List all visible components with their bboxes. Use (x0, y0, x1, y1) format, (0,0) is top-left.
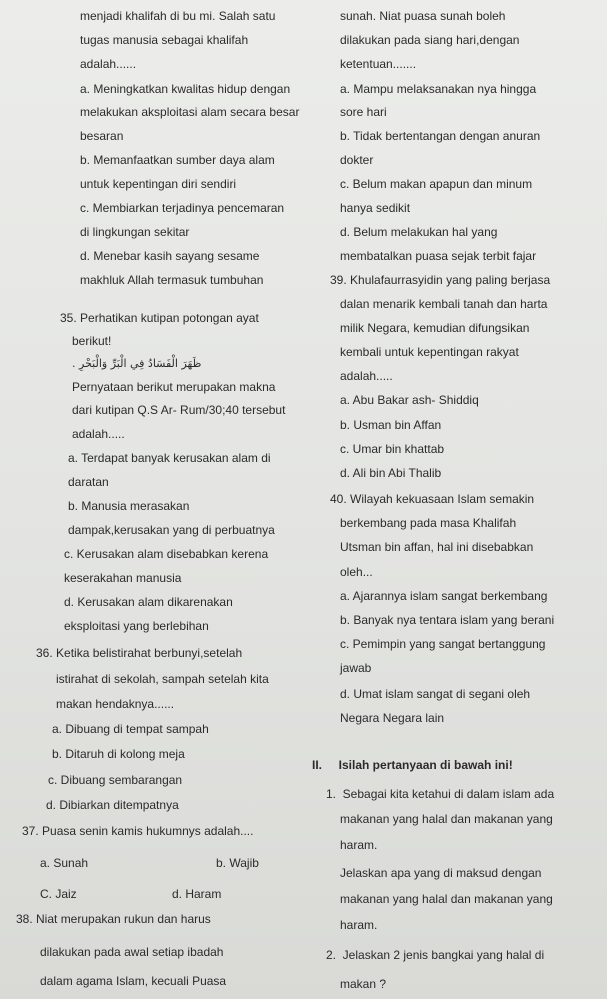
option-a: a. Meningkatkan kwalitas hidup dengan (80, 82, 291, 96)
section-heading: II. Isilah pertanyaan di bawah ini! (312, 758, 513, 772)
text-line: makanan yang halal dan makanan yang (340, 812, 553, 826)
text-line: Jelaskan apa yang di maksud dengan (340, 866, 542, 880)
text-line: dalan menarik kembali tanah dan harta (340, 297, 548, 311)
text-line: dampak,kerusakan yang di perbuatnya (68, 523, 275, 537)
text-line: tugas manusia sebagai khalifah (80, 33, 249, 47)
option-b: b. Manusia merasakan (68, 499, 190, 513)
text-line: Utsman bin affan, hal ini disebabkan (340, 540, 534, 554)
text-line: daratan (68, 475, 109, 489)
text-line: makan ? (340, 977, 387, 991)
text-line: kembali untuk kepentingan rakyat (340, 345, 519, 359)
text-line: dalam agama Islam, kecuali Puasa (40, 974, 227, 988)
option-c: c. Kerusakan alam disebabkan kerena (64, 547, 269, 561)
option-a: a. Ajarannya islam sangat berkembang (340, 589, 548, 603)
question-38: 38. Niat merupakan rukun dan harus (16, 912, 211, 926)
option-d: d. Kerusakan alam dikarenakan (64, 595, 233, 609)
option-a: a. Abu Bakar ash- Shiddiq (340, 393, 479, 407)
essay-question-1: 1. Sebagai kita ketahui di dalam islam ada (326, 787, 555, 801)
text-line: berikut! (72, 334, 112, 348)
option-c: c. Umar bin khattab (340, 442, 445, 456)
option-c: C. Jaiz (40, 887, 77, 901)
text-line: dilakukan pada siang hari,dengan (340, 33, 520, 47)
text-line: adalah..... (340, 369, 393, 383)
option-c: c. Pemimpin yang sangat bertanggung (340, 637, 546, 651)
question-39: 39. Khulafaurrasyidin yang paling berjasa (330, 273, 551, 287)
question-37: 37. Puasa senin kamis hukumnys adalah.... (22, 824, 254, 838)
text-line: keserakahan manusia (64, 571, 182, 585)
option-a: a. Dibuang di tempat sampah (52, 722, 209, 736)
text-line: adalah...... (80, 57, 137, 71)
text-line: haram. (340, 918, 378, 932)
option-b: b. Ditaruh di kolong meja (52, 747, 185, 761)
text-line: makhluk Allah termasuk tumbuhan (80, 273, 264, 287)
option-d: d. Haram (172, 887, 222, 901)
option-a: a. Sunah (40, 856, 89, 870)
arabic-verse: ظَهَرَ الْفَسَادُ فِي الْبَرِّ وَالْبَحْرِ . (72, 357, 202, 370)
option-d: d. Belum melakukan hal yang (340, 225, 498, 239)
text-line: istirahat di sekolah, sampah setelah kita (56, 672, 269, 686)
text-line: Pernyataan berikut merupakan makna (72, 380, 276, 394)
text-line: ketentuan....... (340, 57, 417, 71)
text-line: haram. (340, 838, 378, 852)
text-line: dilakukan pada awal setiap ibadah (40, 945, 224, 959)
question-35: 35. Perhatikan kutipan potongan ayat (60, 311, 259, 325)
option-c: c. Dibuang sembarangan (48, 773, 183, 787)
text-line: besaran (80, 129, 124, 143)
option-b: b. Tidak bertentangan dengan anuran (340, 129, 541, 143)
text-line: berkembang pada masa Khalifah (340, 516, 517, 530)
text-line: di lingkungan sekitar (80, 225, 190, 239)
text-line: makanan yang halal dan makanan yang (340, 892, 553, 906)
option-d: d. Menebar kasih sayang sesame (80, 249, 260, 263)
option-b: b. Memanfaatkan sumber daya alam (80, 153, 275, 167)
option-d: d. Umat islam sangat di segani oleh (340, 687, 531, 701)
option-c: c. Membiarkan terjadinya pencemaran (80, 201, 285, 215)
text-line: dari kutipan Q.S Ar- Rum/30;40 tersebut (72, 403, 286, 417)
text-line: milik Negara, kemudian difungsikan (340, 321, 530, 335)
text-line: menjadi khalifah di bu mi. Salah satu (80, 9, 276, 23)
text-line: Negara Negara lain (340, 711, 445, 725)
text-line: adalah..... (72, 427, 125, 441)
option-d: d. Ali bin Abi Thalib (340, 466, 442, 480)
text-line: eksploitasi yang berlebihan (64, 619, 209, 633)
question-40: 40. Wilayah kekuasaan Islam semakin (330, 492, 535, 506)
text-line: untuk kepentingan diri sendiri (80, 177, 237, 191)
text-line: melakukan aksploitasi alam secara besar (80, 105, 300, 119)
text-line: dokter (340, 153, 374, 167)
option-b: b. Wajib (216, 856, 259, 870)
option-d: d. Dibiarkan ditempatnya (46, 798, 179, 812)
option-a: a. Terdapat banyak kerusakan alam di (68, 451, 271, 465)
question-36: 36. Ketika belistirahat berbunyi,setelah (36, 646, 243, 660)
text-line: oleh... (340, 565, 373, 579)
option-b: b. Banyak nya tentara islam yang berani (340, 613, 555, 627)
option-b: b. Usman bin Affan (340, 418, 442, 432)
essay-question-2: 2. Jelaskan 2 jenis bangkai yang halal di (326, 948, 545, 962)
text-line: makan hendaknya...... (56, 697, 175, 711)
text-line: membatalkan puasa sejak terbit fajar (340, 249, 537, 263)
option-a: a. Mampu melaksanakan nya hingga (340, 82, 537, 96)
text-line: hanya sedikit (340, 201, 411, 215)
text-line: sore hari (340, 105, 387, 119)
text-line: sunah. Niat puasa sunah boleh (340, 9, 506, 23)
text-line: jawab (340, 661, 372, 675)
option-c: c. Belum makan apapun dan minum (340, 177, 533, 191)
